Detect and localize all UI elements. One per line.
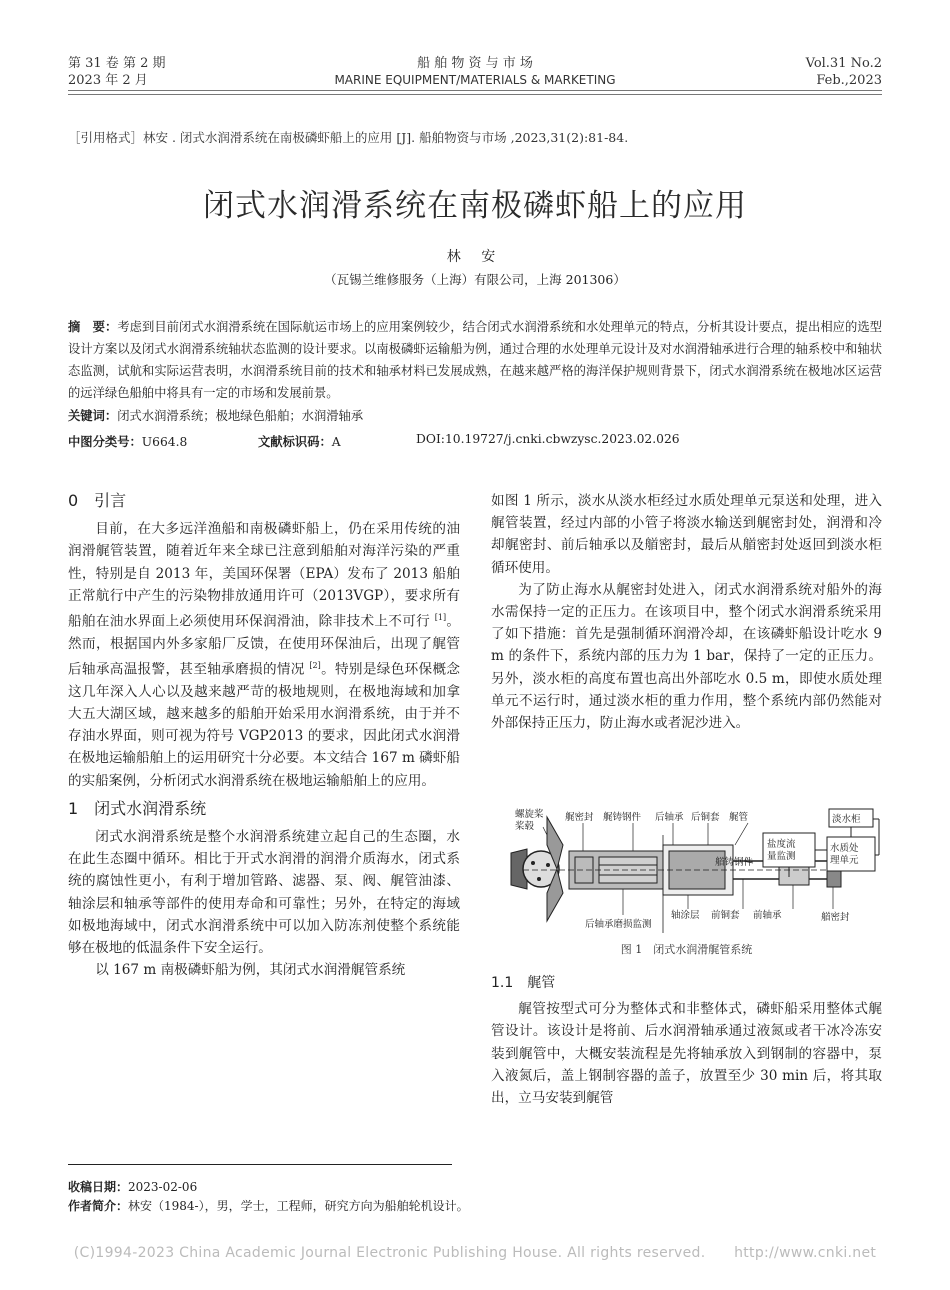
label-propeller: 螺旋桨桨毂 <box>515 809 544 832</box>
label-bow-casting: 艏铸钢件 <box>715 857 754 868</box>
clc-value: U664.8 <box>141 435 188 449</box>
citation <box>68 128 628 146</box>
author: 林 安 <box>446 249 504 265</box>
section-1-paragraph-1: 闭式水润滑系统是整个水润滑系统建立起自己的生态圈，水在此生态圈中循环。相比于开式水润滑的润滑介质海水，闭式系统的腐蚀性更小，有利于增加管路、滤器、泵、阀、艉管油漆、轴涂层和轴承等部件的使用寿命和可靠性；另外，在特定的海域如极地海域中，闭式水润滑系统中可以加入防冻剂使整个系统能够在极地的低温条件下安全运行。 <box>68 828 460 956</box>
bio-value: 林安（1984-），男，学士，工程师，研究方向为船舶轮机设计。 <box>128 1199 469 1213</box>
sec0-text-a: 目前，在大多远洋渔船和南极磷虾船上，仍在采用传统的油润滑艉管装置，随着近年来全球已注意到船舶对海洋污染的严重性，特别是自 2013 年，美国环保署（EPA）发布了 2013 船舶正常航行中产生的污染物排放通用许可（2013VGP），要求所有船舶在油水界面上必须使用环保润滑油，除非技术上不可行 <box>68 521 460 630</box>
sec0-text-c: 。特别是绿色环保概念这几年深入人心以及越来越严苛的极地规则，在极地海域和加拿大五大湖区域，越来越多的船舶开始采用水润滑系统，由于并不存油水界面，则可视为符号 VGP2013 的要求，因此闭式水润滑在极地运输船舶上的运用研究十分必要。本文结合 167 m 磷虾船的实船案例，分析闭式水润滑系统在极地运输船舶上的应用。 <box>68 661 460 789</box>
received-value: 2023-02-06 <box>128 1180 198 1194</box>
abstract <box>68 316 882 404</box>
section-1-1 <box>491 972 882 1109</box>
header-journal-cn: 船 舶 物 资 与 市 场 <box>417 56 533 71</box>
author-bio <box>68 1197 469 1214</box>
label-front-copper: 前铜套 <box>711 910 740 921</box>
bio-label: 作者简介： <box>68 1199 129 1213</box>
section-1-1-title: 1.1 艉管 <box>491 975 556 991</box>
label-stern-casting: 艉铸钢件 <box>603 812 642 823</box>
figure-stern-tube-diagram <box>503 805 881 938</box>
header-volume-en: Vol.31 No.2 <box>805 56 882 71</box>
affiliation: （瓦锡兰维修服务（上海）有限公司，上海 201306） <box>324 272 626 287</box>
label-water-treatment: 水质处理单元 <box>830 843 859 866</box>
label-freshwater-tank: 淡水柜 <box>832 814 861 825</box>
label-front-bearing: 前轴承 <box>753 910 782 921</box>
ref-1: [1] <box>434 613 447 623</box>
header-date-en: Feb.,2023 <box>816 73 882 88</box>
received-date <box>68 1178 197 1195</box>
label-bow-seal: 艏密封 <box>821 912 850 923</box>
doc-value: A <box>331 435 341 449</box>
sec0-text-b: 。然而，根据国内外多家船厂反馈，在使用环保油后，出现了艉管后轴承高温报警，甚至轴承磨损的情况 <box>68 613 461 678</box>
citation-label: ［引用格式］ <box>68 130 144 145</box>
section-1-title: 1 闭式水润滑系统 <box>68 798 207 818</box>
section-1-paragraph-3: 为了防止海水从艉密封处进入，闭式水润滑系统对船外的海水需保持一定的正压力。在该项目中，整个闭式水润滑系统采用了如下措施：首先是强制循环润滑冷却，在该磷虾船设计吃水 9 m 的条件下，系统内部的压力为 1 bar，保持了一定的正压力。另外，淡水柜的高度布置也高出外部吃水 0.5 m，即使水质处理单元不运行时，通过淡水柜的重力作用，整个系统内部仍然能对外部保持正压力，防止海水或者泥沙进入。 <box>491 581 882 732</box>
section-0-paragraph <box>68 518 460 792</box>
keywords-label: 关键词： <box>68 409 118 423</box>
clc-number <box>68 432 187 450</box>
left-column <box>68 490 460 981</box>
header-date-cn: 2023 年 2 月 <box>68 73 148 88</box>
cnki-watermark: (C)1994-2023 China Academic Journal Electronic Publishing House. All rights reserved. http://www.cnki.net <box>73 1245 877 1261</box>
footnote-rule <box>68 1164 452 1165</box>
abstract-text: 考虑到目前闭式水润滑系统在国际航运市场上的应用案例较少，结合闭式水润滑系统和水处理单元的特点，分析其设计要点，提出相应的选型设计方案以及闭式水润滑系统轴状态监测的设计要求。以南极磷虾运输船为例，通过合理的水处理单元设计及对水润滑轴承进行合理的轴系校中和轴状态监测，试航和实际运营表明，水润滑系统目前的技术和轴承材料已发展成熟，在越来越严格的海洋保护规则背景下，闭式水润滑系统在极地冰区运营的远洋绿色船舶中将具有一定的市场和发展前景。 <box>68 320 882 400</box>
paper-title: 闭式水润滑系统在南极磷虾船上的应用 <box>203 188 747 224</box>
label-stern-seal: 艉密封 <box>565 812 594 823</box>
label-rear-bearing: 后轴承 <box>655 812 684 823</box>
figure-caption: 图 1 闭式水润滑艉管系统 <box>620 943 753 956</box>
label-shaft-coating: 轴涂层 <box>671 910 700 921</box>
label-rear-copper: 后铜套 <box>691 812 720 823</box>
document-code <box>258 432 341 450</box>
section-1-paragraph-2: 以 167 m 南极磷虾船为例，其闭式水润滑艉管系统 <box>95 962 406 979</box>
keywords <box>68 406 363 424</box>
clc-label: 中图分类号： <box>68 435 142 449</box>
doc-label: 文献标识码： <box>258 435 332 449</box>
citation-text: 林安 . 闭式水润滑系统在南极磷虾船上的应用 [J]. 船舶物资与市场 ,2023,31(2):81-84. <box>143 130 629 145</box>
keywords-text: 闭式水润滑系统；极地绿色船舶；水润滑轴承 <box>117 409 364 423</box>
label-salinity-flow: 盐度流量监测 <box>767 839 796 862</box>
received-label: 收稿日期： <box>68 1180 129 1194</box>
header-rule <box>68 90 882 95</box>
ref-2: [2] <box>309 660 321 670</box>
label-stern-tube: 艉管 <box>729 812 749 823</box>
doi: DOI:10.19727/j.cnki.cbwzysc.2023.02.026 <box>416 432 680 446</box>
section-1-paragraph-2-cont: 如图 1 所示，淡水从淡水柜经过水质处理单元泵送和处理，进入艉管装置，经过内部的小管子将淡水输送到艉密封处，润滑和冷却艉密封、前后轴承以及艏密封，最后从艏密封处返回到淡水柜循环使用。 <box>491 493 882 576</box>
right-column <box>491 490 882 734</box>
label-rear-wear-monitor: 后轴承磨损监测 <box>585 919 652 930</box>
header-journal-en: MARINE EQUIPMENT/MATERIALS & MARKETING <box>334 73 616 87</box>
header-volume-cn: 第 31 卷 第 2 期 <box>68 56 166 71</box>
section-1-1-paragraph: 艉管按型式可分为整体式和非整体式，磷虾船采用整体式艉管设计。该设计是将前、后水润滑轴承通过液氮或者干冰冷冻安装到艉管中，大概安装流程是先将轴承放入到钢制的容器中，泵入液氮后，盖上钢制容器的盖子，放置至少 30 min 后，将其取出，立马安装到艉管 <box>491 1001 882 1107</box>
abstract-label: 摘 要： <box>68 320 118 334</box>
section-0-title: 0 引言 <box>68 491 127 510</box>
